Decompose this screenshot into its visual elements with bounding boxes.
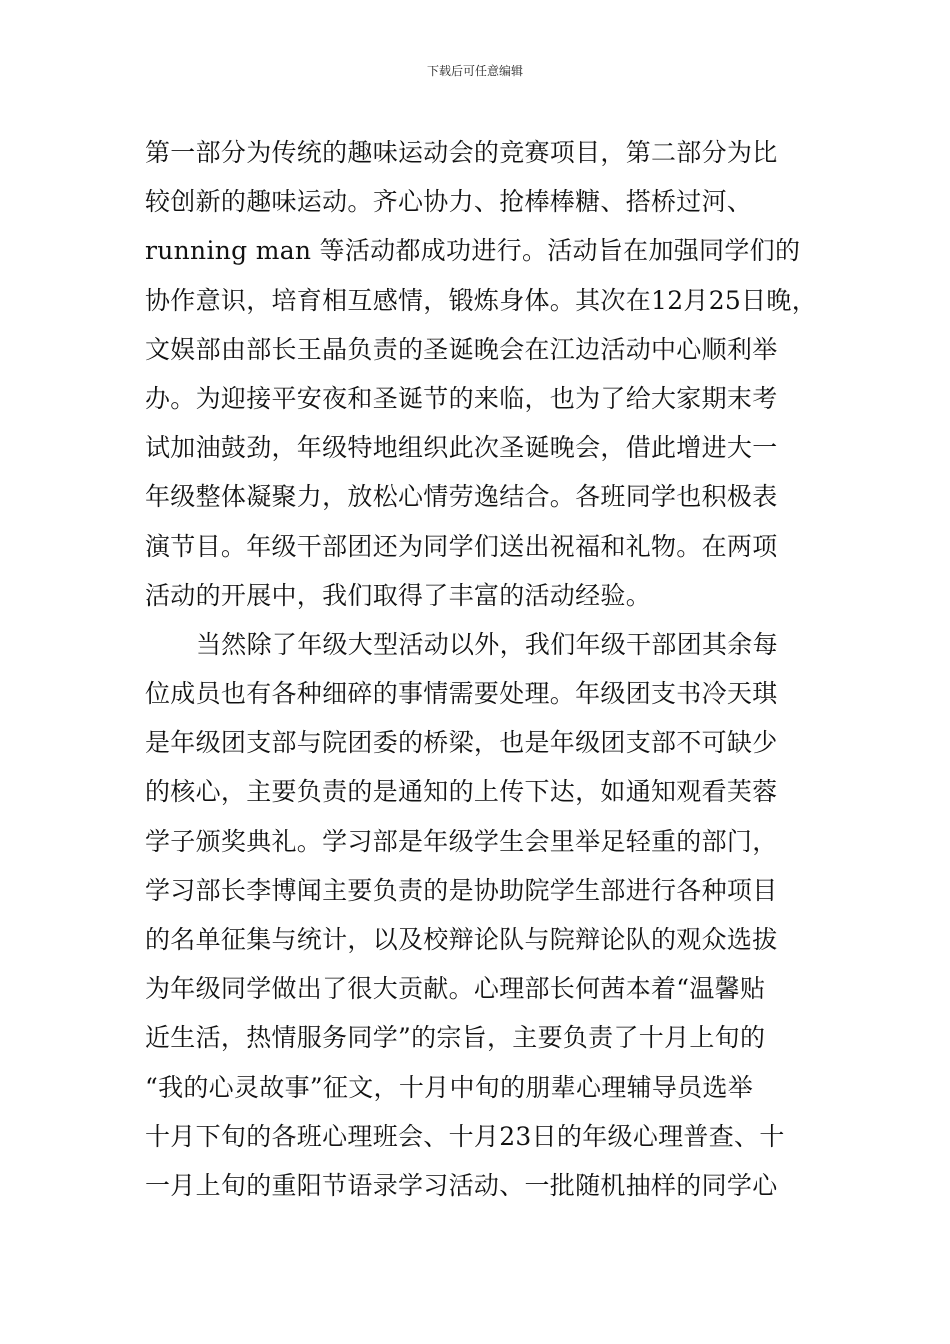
text-line: 年级整体凝聚力，放松心情劳逸结合。各班同学也积极表	[145, 482, 778, 512]
text-line: 办。为迎接平安夜和圣诞节的来临，也为了给大家期末考	[145, 383, 778, 413]
document-body	[145, 128, 825, 1210]
page-header: 下载后可任意编辑	[426, 64, 523, 78]
text-line: 活动的开展中，我们取得了丰富的活动经验。	[145, 580, 652, 610]
text-line: 位成员也有各种细碎的事情需要处理。年级团支书冷天琪	[145, 679, 778, 709]
text-line: 一月上旬的重阳节语录学习活动、一批随机抽样的同学心	[145, 1170, 778, 1200]
text-line: 协作意识，培育相互感情，锻炼身体。其次在12月25日晚，	[145, 285, 818, 315]
text-line: 为年级同学做出了很大贡献。心理部长何茜本着“温馨贴	[145, 974, 766, 1004]
text-line: running man 等活动都成功进行。活动旨在加强同学们的	[145, 236, 801, 266]
text-line: 学习部长李博闻主要负责的是协助院学生部进行各种项目	[145, 875, 778, 905]
paragraph-first-line: 当然除了年级大型活动以外，我们年级干部团其余每	[196, 629, 778, 659]
text-line: 演节目。年级干部团还为同学们送出祝福和礼物。在两项	[145, 531, 778, 561]
text-line: 试加油鼓劲，年级特地组织此次圣诞晚会，借此增进大一	[145, 433, 778, 463]
text-line: 的名单征集与统计，以及校辩论队与院辩论队的观众选拔	[145, 925, 778, 954]
text-line: 文娱部由部长王晶负责的圣诞晚会在江边活动中心顺利举	[145, 334, 778, 364]
text-line: “我的心灵故事”征文，十月中旬的朋辈心理辅导员选举	[145, 1072, 754, 1102]
text-line: 第一部分为传统的趣味运动会的竞赛项目，第二部分为比	[145, 138, 778, 167]
text-line: 学子颁奖典礼。学习部是年级学生会里举足轻重的部门，	[145, 826, 778, 856]
text-line: 的核心，主要负责的是通知的上传下达，如通知观看芙蓉	[145, 777, 778, 807]
text-line: 近生活，热情服务同学”的宗旨，主要负责了十月上旬的	[145, 1023, 766, 1053]
text-line: 是年级团支部与院团委的桥梁，也是年级团支部不可缺少	[145, 728, 778, 758]
text-line: 十月下旬的各班心理班会、十月23日的年级心理普查、十	[145, 1121, 785, 1151]
text-line: 较创新的趣味运动。齐心协力、抢棒棒糖、搭桥过河、	[145, 187, 753, 217]
